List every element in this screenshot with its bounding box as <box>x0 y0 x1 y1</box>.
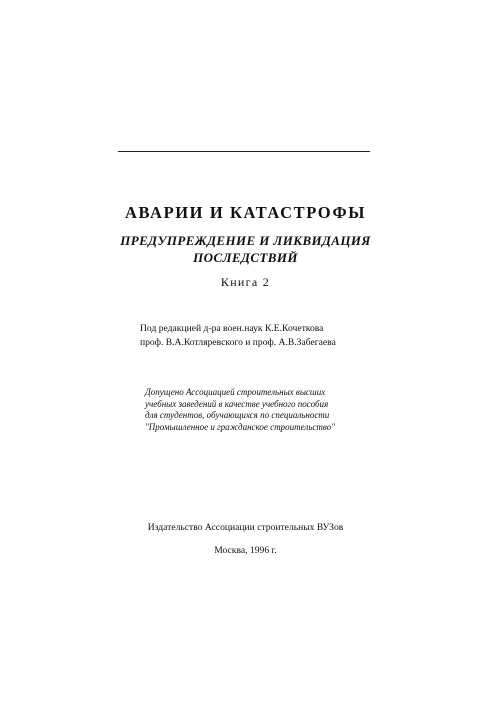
top-rule <box>118 151 370 152</box>
editors-block <box>140 322 336 350</box>
approval-statement <box>145 387 335 433</box>
approval-line: "Промышленное и гражданское строительство" <box>145 421 335 432</box>
editors-line: Под редакцией д-ра воен.наук К.Е.Кочеткова <box>140 323 324 334</box>
subtitle-line: ПРЕДУПРЕЖДЕНИЕ И ЛИКВИДАЦИЯ <box>120 233 371 248</box>
approval-line: для студентов, обучающихся по специальности <box>145 410 330 420</box>
publisher-name: Издательство Ассоциации строительных ВУЗов <box>147 522 344 533</box>
city-year: Москва, 1996 г. <box>214 545 277 556</box>
book-subtitle <box>0 232 491 266</box>
approval-line: учебных заведений в качестве учебного пособия <box>145 398 329 409</box>
book-title: АВАРИИ И КАТАСТРОФЫ <box>124 203 367 222</box>
approval-line: Допущено Ассоциацией строительных высших <box>145 387 326 397</box>
subtitle-line: ПОСЛЕДСТВИЙ <box>193 250 298 265</box>
volume-label: Книга 2 <box>220 275 271 289</box>
editors-line: проф. В.А.Котляревского и проф. А.В.Забегаева <box>140 337 336 348</box>
